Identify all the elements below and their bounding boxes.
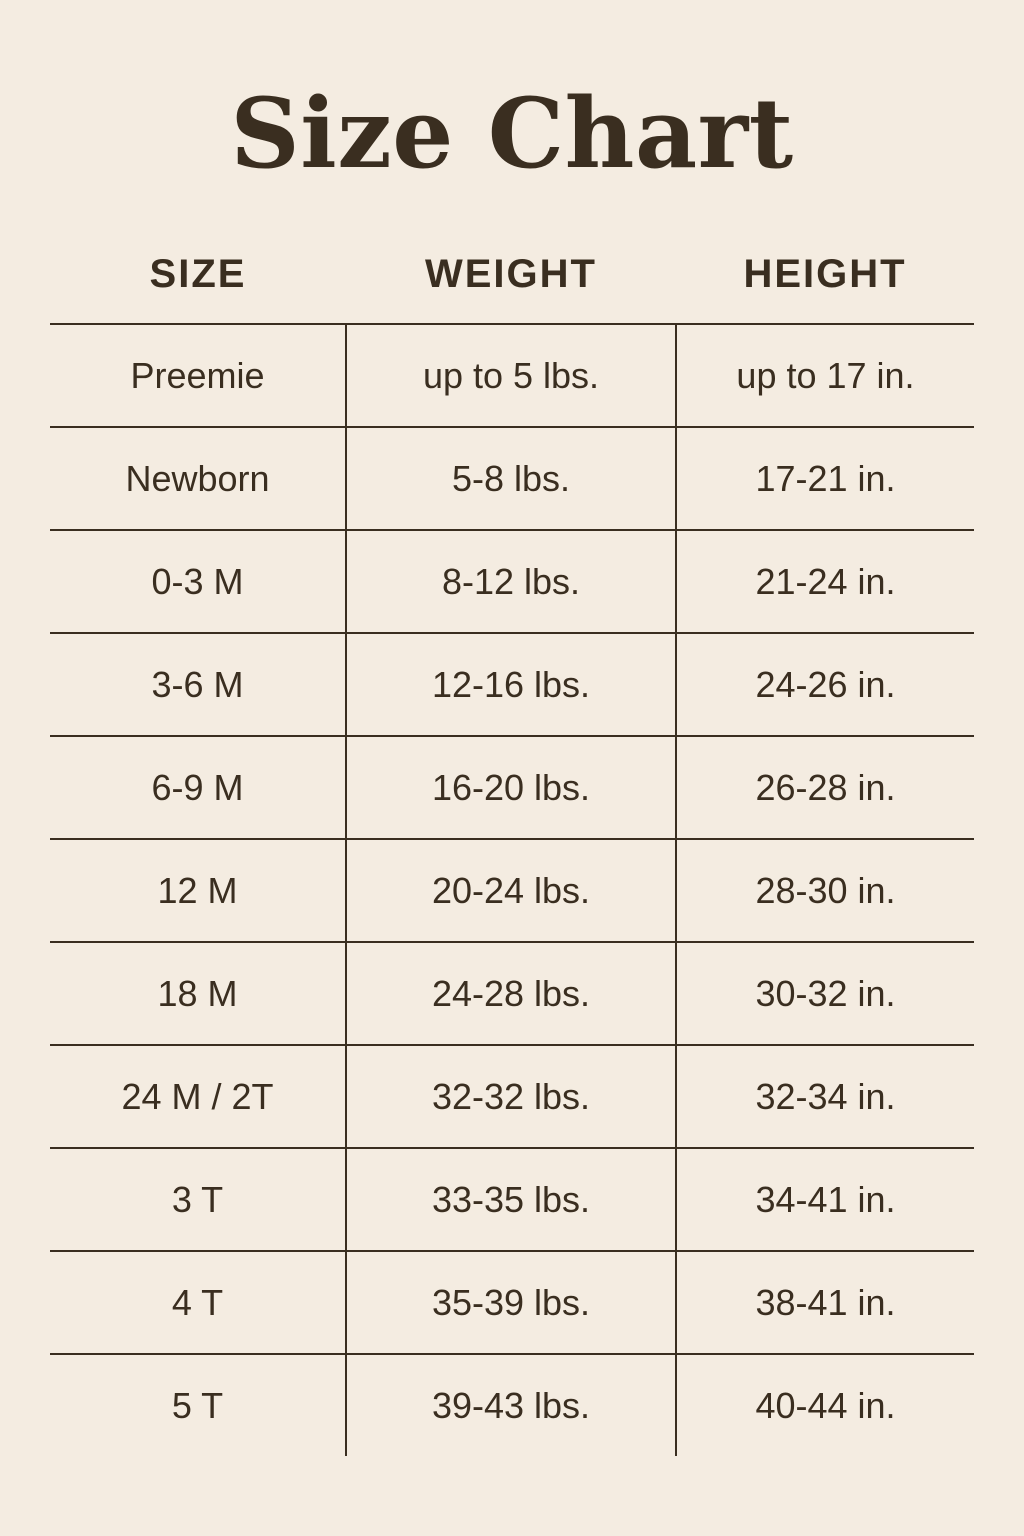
cell-size: 0-3 M: [50, 530, 346, 633]
table-row: [50, 1045, 974, 1148]
table-row: [50, 324, 974, 427]
cell-size: Newborn: [50, 427, 346, 530]
cell-height: 21-24 in.: [676, 530, 974, 633]
cell-size: 12 M: [50, 839, 346, 942]
cell-size: 6-9 M: [50, 736, 346, 839]
table-row: [50, 530, 974, 633]
cell-weight: 16-20 lbs.: [346, 736, 676, 839]
table-row: [50, 633, 974, 736]
cell-height: 17-21 in.: [676, 427, 974, 530]
table-row: [50, 736, 974, 839]
table-row: [50, 839, 974, 942]
cell-height: 28-30 in.: [676, 839, 974, 942]
cell-weight: 24-28 lbs.: [346, 942, 676, 1045]
cell-height: up to 17 in.: [676, 324, 974, 427]
table-row: [50, 1251, 974, 1354]
cell-height: 26-28 in.: [676, 736, 974, 839]
table-row: [50, 427, 974, 530]
cell-size: 4 T: [50, 1251, 346, 1354]
cell-weight: 33-35 lbs.: [346, 1148, 676, 1251]
cell-size: Preemie: [50, 324, 346, 427]
cell-height: 30-32 in.: [676, 942, 974, 1045]
table-header: [50, 252, 974, 324]
cell-weight: up to 5 lbs.: [346, 324, 676, 427]
cell-height: 40-44 in.: [676, 1354, 974, 1456]
cell-weight: 39-43 lbs.: [346, 1354, 676, 1456]
cell-size: 3 T: [50, 1148, 346, 1251]
column-header-weight: WEIGHT: [425, 252, 597, 296]
cell-weight: 12-16 lbs.: [346, 633, 676, 736]
table-header-row: [50, 252, 974, 324]
cell-height: 34-41 in.: [676, 1148, 974, 1251]
column-header-height: HEIGHT: [743, 252, 907, 296]
cell-size: 18 M: [50, 942, 346, 1045]
cell-height: 38-41 in.: [676, 1251, 974, 1354]
cell-size: 3-6 M: [50, 633, 346, 736]
cell-weight: 8-12 lbs.: [346, 530, 676, 633]
column-header-size: SIZE: [149, 252, 247, 296]
size-chart-table: [50, 252, 974, 1456]
table-row: [50, 942, 974, 1045]
cell-weight: 32-32 lbs.: [346, 1045, 676, 1148]
cell-height: 32-34 in.: [676, 1045, 974, 1148]
cell-weight: 20-24 lbs.: [346, 839, 676, 942]
table-row: [50, 1354, 974, 1456]
cell-weight: 5-8 lbs.: [346, 427, 676, 530]
cell-height: 24-26 in.: [676, 633, 974, 736]
table-body: [50, 324, 974, 1456]
cell-size: 5 T: [50, 1354, 346, 1456]
page-title: Size Chart: [230, 77, 794, 190]
cell-weight: 35-39 lbs.: [346, 1251, 676, 1354]
cell-size: 24 M / 2T: [50, 1045, 346, 1148]
table-row: [50, 1148, 974, 1251]
